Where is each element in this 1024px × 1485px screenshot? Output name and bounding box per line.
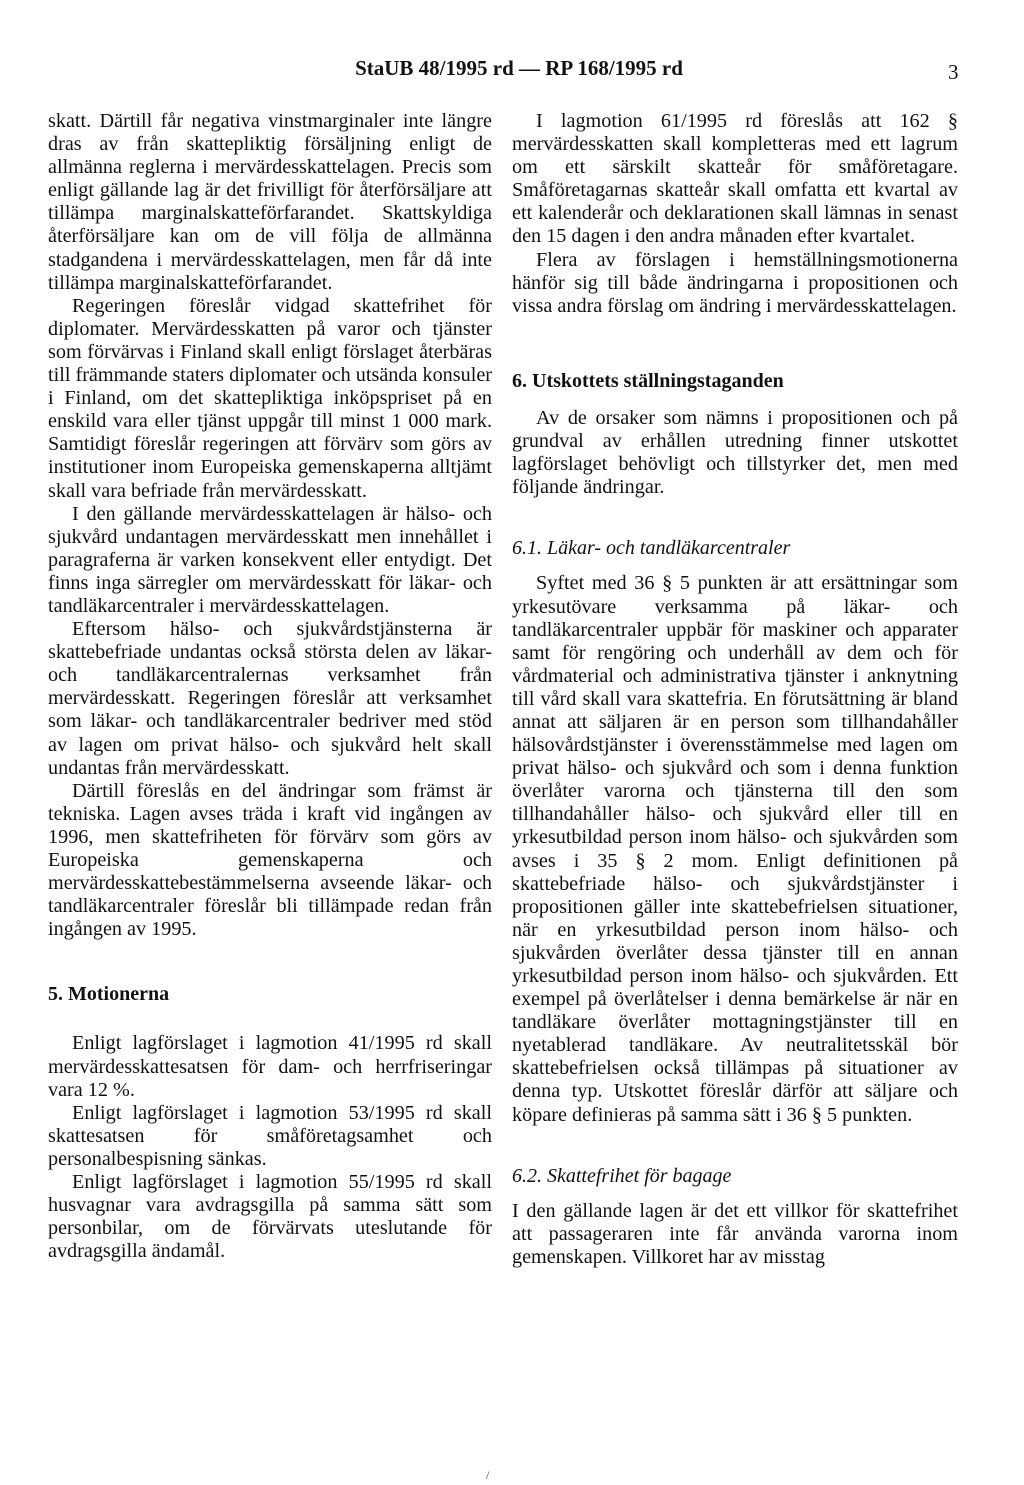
page-header [0,56,1024,86]
body-paragraph: Syftet med 36 § 5 punkten är att ersättningar som yrkesutövare verksamma på läkar- och tandläkarcentraler uppbär för maskiner och apparater samt för rengöring och underhåll av dem och för vårdmaterial och administrativa tjänster i anknytning till vård skall vara skattefria. En förutsättning är bland annat att säljaren är en person som tillhandahåller hälsovårdstjänster i överensstämmelse med lagen om privat hälso- och sjukvård och som i denna funktion överlåter varorna och tjänsterna till den som tillhandahåller hälso- och sjukvård eller till en yrkesutbildad person inom hälso- och sjukvården som avses i 35 § 2 mom. Enligt definitionen på skattebefriade hälso- och sjukvårdstjänster i propositionen gäller inte skattebefrielsen situationer, när en yrkesutbildad person inom hälso- och sjukvården överlåter dessa tjänster till en annan yrkesutbildad person inom hälso- och sjukvården. Ett exempel på överlåtelser i denna bemärkelse är när en tandläkare överlåter mottagningstjänster till en nyetablerad tandläkare. Av neutralitetsskäl bör skattebefrielsen också tillämpas på situationer av denna typ. Utskottet föreslår därför att säljare och köpare definieras på samma sätt i 36 § 5 punkten. [512,572,958,1126]
body-paragraph: Regeringen föreslår vidgad skattefrihet för diplomater. Mervärdesskatten på varor och tjänster som förvärvas i Finland skall enligt förslaget återbäras till främmande staters diplomater och utsända konsuler i Finland, om det skattepliktiga inköpspriset på en enskild vara eller tjänst uppgår till minst 1 000 mark. Samtidigt föreslår regeringen att förvärv som görs av institutioner inom Europeiska gemenskaperna alltjämt skall vara befriade från mervärdesskatt. [48,294,492,502]
body-paragraph: I den gällande lagen är det ett villkor för skattefrihet att passageraren inte får använda varorna inom gemenskapen. Villkoret har av misstag [512,1199,958,1268]
body-paragraph: skatt. Därtill får negativa vinstmarginaler inte längre dras av från skattepliktig försäljning enligt de allmänna reglerna i mervärdesskattelagen. Precis som enligt gällande lag är det frivilligt för återförsäljare att tillämpa marginalskatteförfarandet. Skattskyldiga återförsäljare kan om de vill följa de allmänna stadgandena i mervärdesskattelagen, men får då inte tillämpa marginalskatteförfarandet. [48,110,492,294]
running-head: StaUB 48/1995 rd — RP 168/1995 rd [355,56,683,80]
subsection-heading-bagage: 6.2. Skattefrihet för bagage [512,1164,732,1187]
section-heading-stallningstaganden: 6. Utskottets ställningstaganden [512,369,784,392]
body-paragraph: Av de orsaker som nämns i propositionen och på grundval av erhållen utredning finner utskottet lagförslaget behövligt och tillstyrker det, men med följande ändringar. [512,406,958,499]
left-column [48,110,492,1263]
body-paragraph: I lagmotion 61/1995 rd föreslås att 162 § mervärdesskatten skall kompletteras med ett lagrum om ett särskilt skatteår för småföretagare. Småföretagarnas skatteår skall omfatta ett kvartal av ett kalenderår och deklarationen skall lämnas in senast den 15 dagen i den andra månaden efter kvartalet. [512,110,958,248]
body-paragraph: I den gällande mervärdesskattelagen är hälso- och sjukvård undantagen mervärdesskatt men innehållet i paragraferna är varken konsekvent eller entydigt. Det finns inga särregler om mervärdesskatt för läkar- och tandläkarcentraler i mervärdesskattelagen. [48,502,492,617]
page-number: 3 [948,60,959,84]
body-paragraph: Enligt lagförslaget i lagmotion 55/1995 rd skall husvagnar vara avdragsgilla på samma sätt som personbilar, om de förvärvats uteslutande för avdragsgilla ändamål. [48,1171,492,1263]
body-paragraph: Flera av förslagen i hemställningsmotionerna hänför sig till både ändringarna i propositionen och vissa andra förslag om ändring i mervärdesskattelagen. [512,248,958,317]
footer-mark: / [486,1468,490,1482]
section-heading-motionerna: 5. Motionerna [48,983,170,1006]
right-column [512,110,958,1269]
body-paragraph: Därtill föreslås en del ändringar som främst är tekniska. Lagen avses träda i kraft vid ingången av 1996, men skattefriheten för förvärv som görs av Europeiska gemenskaperna och mervärdesskattebestämmelserna avseende läkar- och tandläkarcentraler föreslår bli tillämpade redan från ingången av 1995. [48,779,492,941]
body-paragraph: Eftersom hälso- och sjukvårdstjänsterna är skattebefriade undantas också största delen av läkar- och tandläkarcentralernas verksamhet från mervärdesskatt. Regeringen föreslår att verksamhet som läkar- och tandläkarcentraler bedriver med stöd av lagen om privat hälso- och sjukvård helt skall undantas från mervärdesskatt. [48,618,492,779]
body-paragraph: Enligt lagförslaget i lagmotion 53/1995 rd skall skattesatsen för småföretagsamhet och personalbespisning sänkas. [48,1101,492,1170]
subsection-heading-lakarcentraler: 6.1. Läkar- och tandläkarcentraler [512,537,791,560]
body-paragraph: Enligt lagförslaget i lagmotion 41/1995 rd skall mervärdesskattesatsen för dam- och herrfriseringar vara 12 %. [48,1032,492,1101]
